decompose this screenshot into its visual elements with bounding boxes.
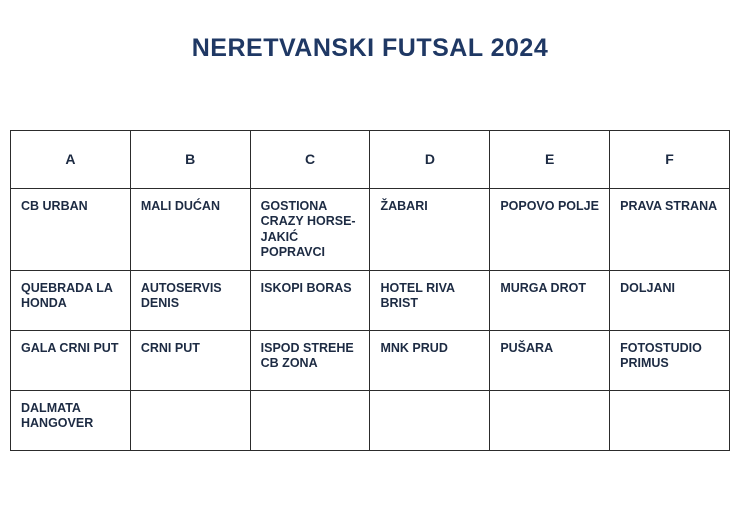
team-cell: PUŠARA (490, 331, 610, 391)
table-header (11, 131, 730, 189)
team-cell: AUTOSERVIS DENIS (130, 271, 250, 331)
team-cell: HOTEL RIVA BRIST (370, 271, 490, 331)
team-cell: DOLJANI (610, 271, 730, 331)
groups-table-container (10, 130, 730, 451)
team-cell: CRNI PUT (130, 331, 250, 391)
team-cell: ISKOPI BORAS (250, 271, 370, 331)
table-row (11, 189, 730, 271)
table-row (11, 271, 730, 331)
team-cell: CB URBAN (11, 189, 131, 271)
column-header-b: B (130, 131, 250, 189)
empty-cell (250, 391, 370, 451)
team-cell: QUEBRADA LA HONDA (11, 271, 131, 331)
empty-cell (610, 391, 730, 451)
empty-cell (130, 391, 250, 451)
team-cell: FOTOSTUDIO PRIMUS (610, 331, 730, 391)
empty-cell (370, 391, 490, 451)
team-cell: DALMATA HANGOVER (11, 391, 131, 451)
table-header-row (11, 131, 730, 189)
column-header-a: A (11, 131, 131, 189)
team-cell: MALI DUĆAN (130, 189, 250, 271)
team-cell: PRAVA STRANA (610, 189, 730, 271)
team-cell: GOSTIONA CRAZY HORSE-JAKIĆ POPRAVCI (250, 189, 370, 271)
column-header-f: F (610, 131, 730, 189)
groups-table (10, 130, 730, 451)
column-header-d: D (370, 131, 490, 189)
document-page (0, 34, 740, 524)
team-cell: ŽABARI (370, 189, 490, 271)
team-cell: POPOVO POLJE (490, 189, 610, 271)
team-cell: GALA CRNI PUT (11, 331, 131, 391)
table-body (11, 189, 730, 451)
team-cell: MNK PRUD (370, 331, 490, 391)
empty-cell (490, 391, 610, 451)
column-header-c: C (250, 131, 370, 189)
team-cell: ISPOD STREHE CB ZONA (250, 331, 370, 391)
table-row (11, 391, 730, 451)
table-row (11, 331, 730, 391)
column-header-e: E (490, 131, 610, 189)
page-title: NERETVANSKI FUTSAL 2024 (191, 34, 549, 62)
team-cell: MURGA DROT (490, 271, 610, 331)
